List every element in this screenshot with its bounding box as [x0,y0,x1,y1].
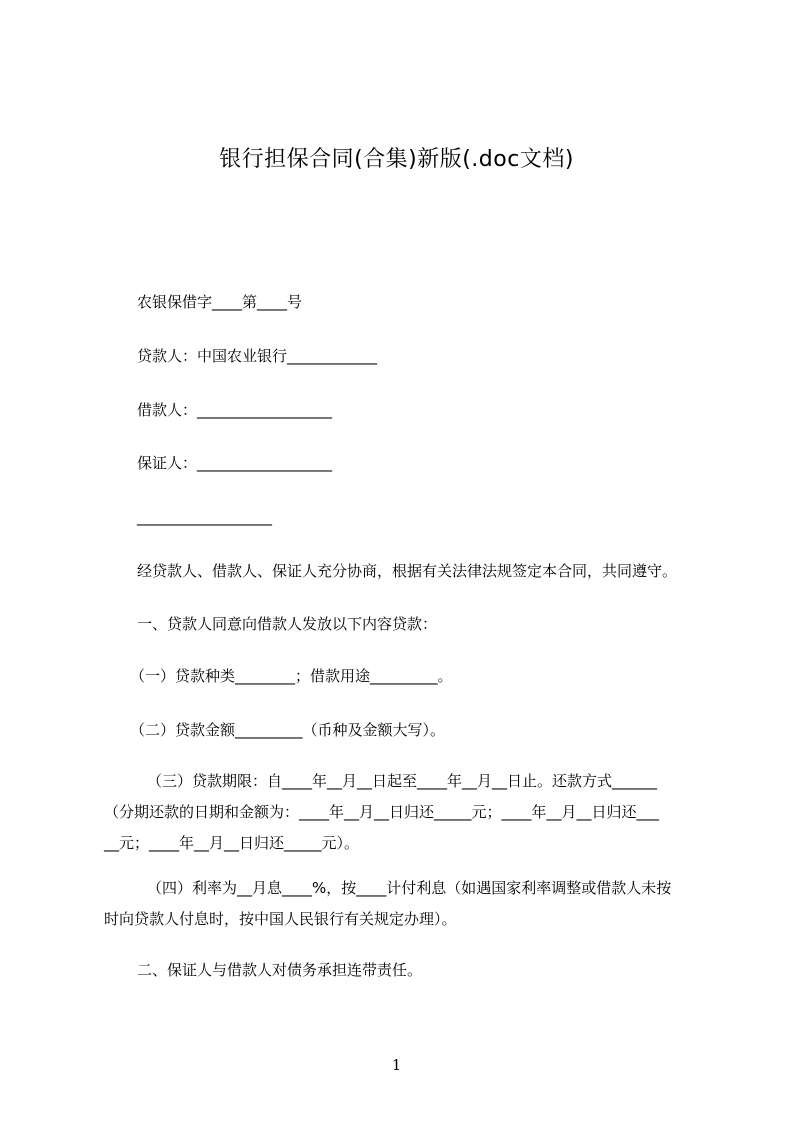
loan-item-3-line: （分期还款的日期和金额为：____年__月__日归还_____元；____年__月__日归还___ [104,803,660,821]
document-title: 银行担保合同(合集)新版(.doc文档) [219,147,574,172]
blank-line: __________________ [137,508,272,526]
guarantor-line: 保证人：__________________ [137,454,333,472]
loan-item-4 [104,873,704,935]
loan-item-2: （二）贷款金额_________（币种及金额大写）。 [130,721,446,739]
section-1-heading: 一、贷款人同意向借款人发放以下内容贷款： [137,615,438,633]
intro-paragraph: 经贷款人、借款人、保证人充分协商，根据有关法律法规签定本合同，共同遵守。 [137,562,678,580]
loan-item-4-line: 时向贷款人付息时，按中国人民银行有关规定办理）。 [104,910,457,928]
section-2-heading: 二、保证人与借款人对债务承担连带责任。 [137,961,423,979]
page-number: 1 [391,1056,402,1074]
loan-item-4-line: （四）利率为__月息____%，按____计付利息（如遇国家利率调整或借款人未按 [147,879,672,897]
loan-item-1: （一）贷款种类________；借款用途_________。 [130,667,453,685]
loan-item-3-line: （三）贷款期限：自____年__月__日起至____年__月__日止。还款方式______ [147,772,658,790]
borrower-line: 借款人：__________________ [137,401,333,419]
loan-item-3-line: __元；____年__月__日归还_____元）。 [104,834,360,852]
contract-number: 农银保借字____第____号 [137,293,303,311]
lender-line: 贷款人：中国农业银行____________ [137,347,378,365]
loan-item-3 [104,766,704,859]
